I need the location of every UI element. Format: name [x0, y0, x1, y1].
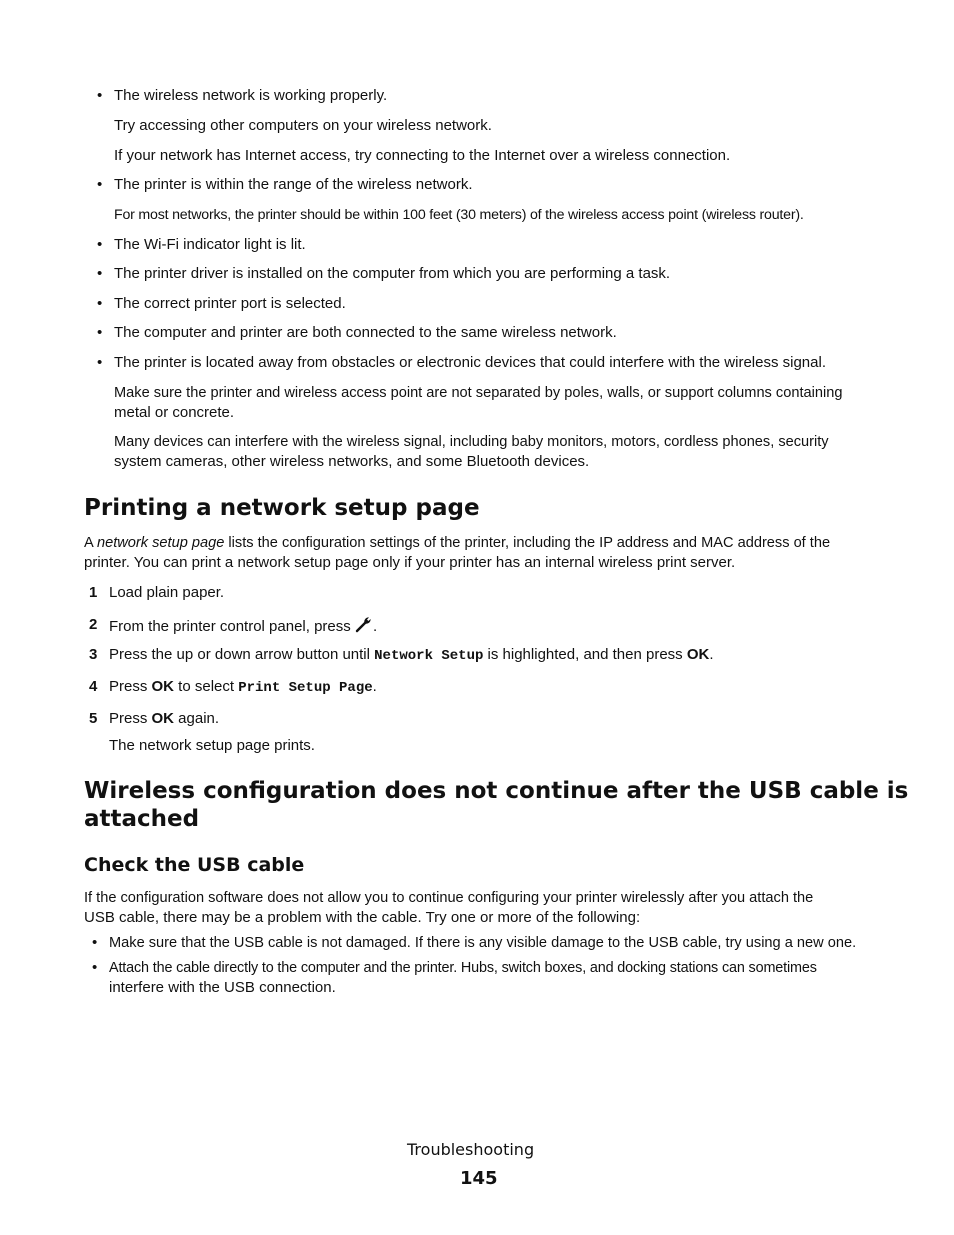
- step-text: [109, 645, 714, 666]
- bullet-marker: •: [97, 236, 103, 253]
- subsection-heading: Check the USB cable: [84, 854, 305, 876]
- step-number: 5: [89, 710, 98, 727]
- paragraph: If your network has Internet access, try connecting to the Internet over a wireless connection.: [114, 147, 731, 164]
- paragraph: metal or concrete.: [114, 404, 235, 421]
- step-number: 2: [89, 616, 98, 633]
- step2-end: .: [372, 618, 378, 635]
- step-number: 1: [89, 584, 98, 601]
- paragraph: Make sure the printer and wireless access point are not separated by poles, walls, or support columns containing: [114, 385, 843, 401]
- ok-button-label: OK: [686, 646, 710, 663]
- paragraph: If the configuration software does not allow you to continue configuring your printer wirelessly after you attach the: [84, 890, 814, 906]
- step2-text: From the printer control panel, press: [109, 618, 355, 635]
- bullet-marker: •: [92, 934, 98, 951]
- step-result: The network setup page prints.: [109, 737, 315, 754]
- bullet-item: The printer driver is installed on the computer from which you are performing a task.: [114, 265, 671, 282]
- bullet-item: Attach the cable directly to the computer and the printer. Hubs, switch boxes, and docking stations can sometimes: [109, 960, 817, 976]
- paragraph: system cameras, other wireless networks, and some Bluetooth devices.: [114, 453, 590, 470]
- page-number: 145: [460, 1168, 498, 1189]
- footer-section-name: Troubleshooting: [407, 1140, 535, 1159]
- bullet-item: The wireless network is working properly.: [114, 87, 388, 104]
- intro-prefix: A: [84, 535, 97, 551]
- bullet-marker: •: [97, 324, 103, 341]
- bullet-item: The printer is located away from obstacles or electronic devices that could interfere with the wireless signal.: [114, 354, 826, 371]
- step-number: 4: [89, 678, 98, 695]
- bullet-item: Make sure that the USB cable is not damaged. If there is any visible damage to the USB cable, try using a new one.: [109, 935, 857, 951]
- bullet-item: The computer and printer are both connected to the same wireless network.: [114, 324, 617, 341]
- paragraph: USB cable, there may be a problem with the cable. Try one or more of the following:: [84, 909, 641, 926]
- section-heading-line2: attached: [84, 806, 200, 832]
- step-text-part: again.: [174, 710, 220, 727]
- bullet-item: The correct printer port is selected.: [114, 295, 346, 312]
- paragraph: For most networks, the printer should be within 100 feet (30 meters) of the wireless access point (wireless router).: [114, 207, 804, 223]
- bullet-marker: •: [92, 959, 98, 976]
- step-text-part: .: [709, 646, 714, 663]
- bullet-item: The printer is within the range of the wireless network.: [114, 176, 473, 193]
- section-intro-line2: printer. You can print a network setup page only if your printer has an internal wireless print server.: [84, 554, 736, 571]
- step-text-part: is highlighted, and then press: [483, 646, 687, 663]
- step-number: 3: [89, 646, 98, 663]
- step-text: Load plain paper.: [109, 584, 225, 601]
- step-text-part: Press: [109, 710, 152, 727]
- step-text-part: to select: [174, 678, 239, 695]
- bullet-marker: •: [97, 295, 103, 312]
- section-heading: Printing a network setup page: [84, 495, 480, 521]
- bullet-marker: •: [97, 265, 103, 282]
- bullet-marker: •: [97, 354, 103, 371]
- menu-item-code: Print Setup Page: [238, 680, 373, 696]
- step-text-part: Press the up or down arrow button until: [109, 646, 375, 663]
- step-text-part: .: [372, 678, 377, 695]
- intro-text: lists the configuration settings of the printer, including the IP address and MAC address of the: [224, 535, 831, 551]
- bullet-item-continued: interfere with the USB connection.: [109, 979, 336, 996]
- paragraph: Many devices can interfere with the wireless signal, including baby monitors, motors, cordless phones, security: [114, 434, 829, 450]
- intro-italic-term: network setup page: [96, 535, 225, 551]
- ok-button-label: OK: [151, 710, 175, 727]
- ok-button-label: OK: [151, 678, 175, 695]
- paragraph: Try accessing other computers on your wireless network.: [114, 117, 492, 134]
- bullet-item: The Wi-Fi indicator light is lit.: [114, 236, 306, 253]
- step-text: [109, 709, 219, 729]
- bullet-marker: •: [97, 176, 103, 193]
- wrench-icon: [355, 615, 373, 639]
- section-intro: [84, 533, 830, 553]
- step-text-part: Press: [109, 678, 152, 695]
- step-text: [109, 615, 377, 639]
- section-heading-line1: Wireless configuration does not continue after the USB cable is: [84, 778, 909, 804]
- menu-item-code: Network Setup: [374, 648, 484, 664]
- bullet-marker: •: [97, 87, 103, 104]
- step-text: [109, 677, 377, 698]
